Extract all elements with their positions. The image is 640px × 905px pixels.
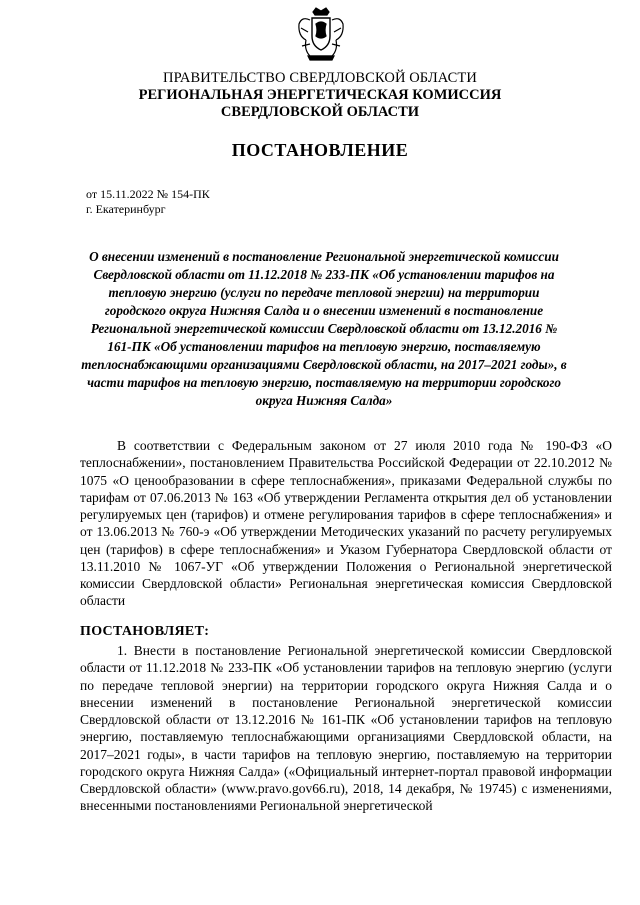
document-title: О внесении изменений в постановление Региональной энергетической комиссии Свердловской области от 11.12.2018 № 233-ПК «Об установлении тарифов на тепловую энергию (услуги по передаче тепловой энергии) на территории городского округа Нижняя Салда и о внесении изменений в постановление Региональной энергетической комиссии Свердловской области от 13.12.2016 № 161-ПК «Об установлении тарифов на тепловую энергию, поставляемую теплоснабжающими организациями Свердловской области, на 2017–2021 годы», в части тарифов на тепловую энергию, поставляемую на территории городского округа Нижняя Салда» bbox=[81, 249, 567, 408]
document-city: г. Екатеринбург bbox=[86, 202, 166, 216]
document-type: ПОСТАНОВЛЕНИЕ bbox=[231, 140, 409, 160]
coat-of-arms-icon bbox=[296, 6, 346, 64]
preamble-paragraph: В соответствии с Федеральным законом от 27 июля 2010 года № 190-ФЗ «О теплоснабжении», постановлением Правительства Российской Федерации от 22.10.2012 № 1075 «О ценообразовании в сфере теплоснабжения», приказами Федеральной службы по тарифам от 07.06.2013 № 163 «Об утверждении Регламента открытия дел об установлении регулируемых цен (тарифов) и отмене регулирования тарифов в сфере теплоснабжения» и от 13.06.2013 № 760-э «Об утверждении Методических указаний по расчету регулируемых цен (тарифов) в сфере теплоснабжения» и Указом Губернатора Свердловской области от 13.11.2010 № 1067-УГ «Об утверждении Положения о Региональной энергетической комиссии Свердловской области» Региональная энергетическая комиссия Свердловской области bbox=[80, 438, 612, 609]
header-commission: РЕГИОНАЛЬНАЯ ЭНЕРГЕТИЧЕСКАЯ КОМИССИЯ bbox=[138, 87, 502, 103]
item-1-paragraph: 1. Внести в постановление Региональной энергетической комиссии Свердловской области от 11.12.2018 № 233-ПК «Об установлении тарифов на тепловую энергию (услуги по передаче тепловой энергии) на территории городского округа Нижняя Салда и о внесении изменений в постановление Региональной энергетической комиссии Свердловской области от 13.12.2016 № 161-ПК «Об установлении тарифов на тепловую энергию, поставляемую теплоснабжающими организациями Свердловской области, на 2017–2021 годы», в части тарифов на тепловую энергию, поставляемую на территории городского округа Нижняя Салда» («Официальный интернет-портал правовой информации Свердловской области» (www.pravo.gov66.ru), 2018, 14 декабря, № 19745) с изменениями, внесенными постановлениями Региональной энергетической bbox=[80, 643, 612, 814]
document-date-number: от 15.11.2022 № 154-ПК bbox=[86, 187, 210, 201]
header-region: СВЕРДЛОВСКОЙ ОБЛАСТИ bbox=[220, 104, 420, 120]
header-government: ПРАВИТЕЛЬСТВО СВЕРДЛОВСКОЙ ОБЛАСТИ bbox=[163, 70, 477, 86]
decree-word: ПОСТАНОВЛЯЕТ: bbox=[80, 624, 210, 639]
